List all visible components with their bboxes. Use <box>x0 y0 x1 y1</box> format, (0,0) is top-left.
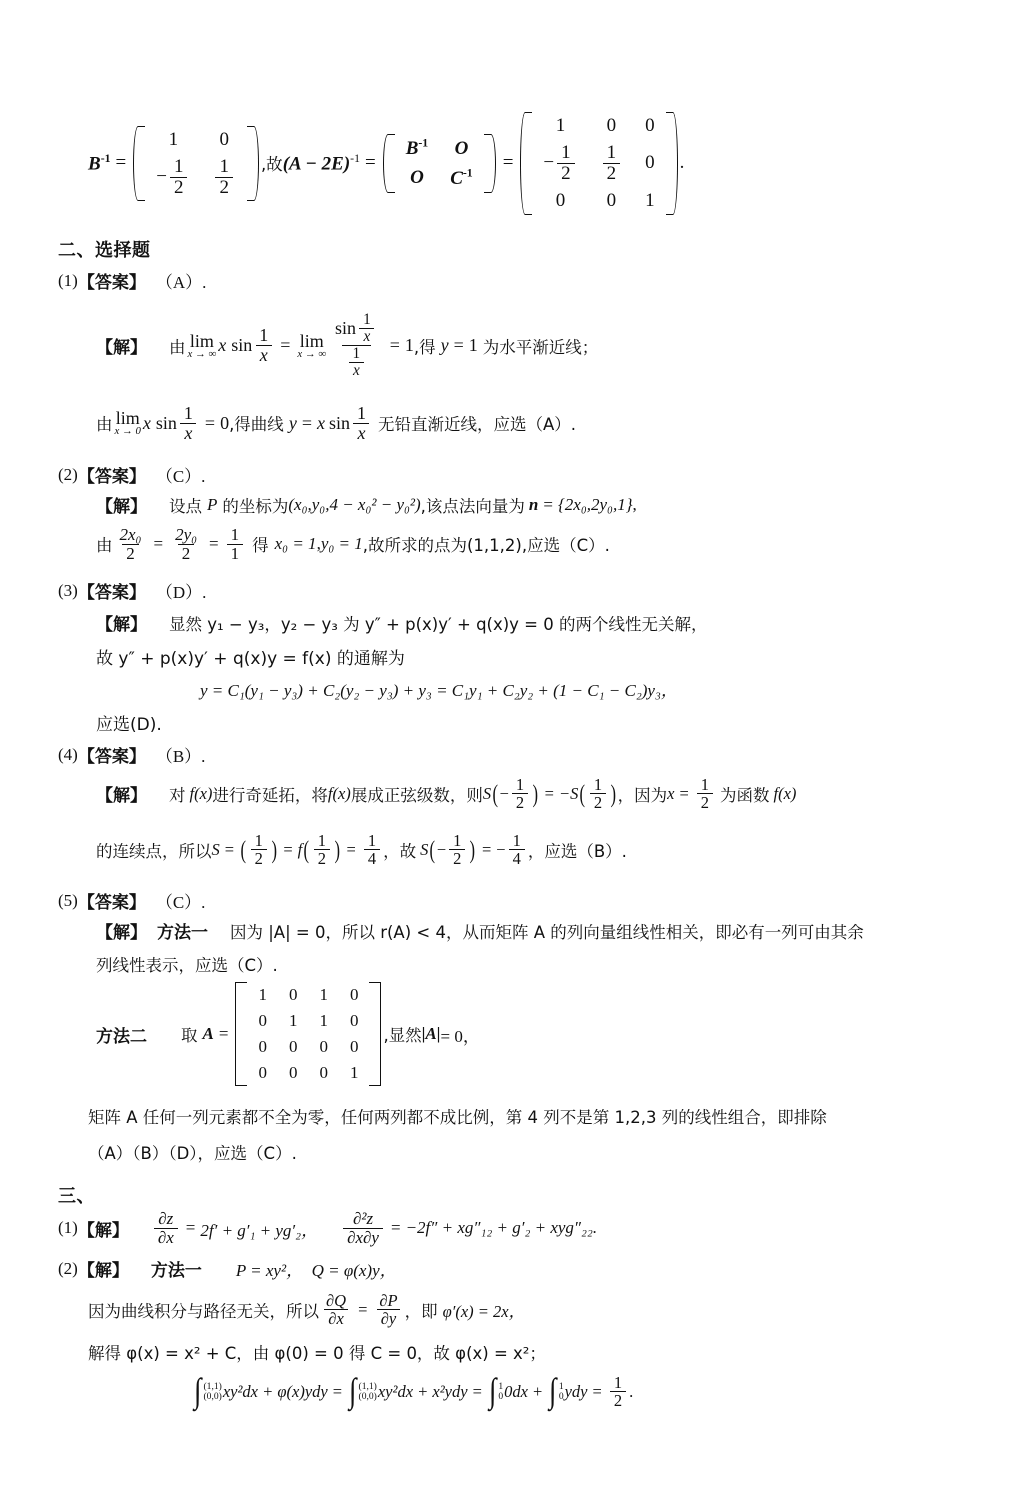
normal-vector-n: n <box>528 494 539 514</box>
sin-operator: sin <box>155 412 177 433</box>
curve-x: x <box>316 412 325 433</box>
cell: 0 <box>349 1037 359 1056</box>
text-2: ，即 <box>404 1301 438 1321</box>
answer-label: 【答案】 <box>77 467 146 487</box>
cell: 0 <box>219 129 229 150</box>
point-coordinates: (x₀,y₀,4 − x₀² − y₀²) <box>288 494 421 514</box>
series-S: S <box>211 839 220 859</box>
text-2: ，故 <box>383 841 417 861</box>
result-matrix <box>520 112 677 215</box>
block-matrix <box>383 134 496 193</box>
upper-limit: (1,1) <box>203 1381 222 1392</box>
cell: 0 <box>258 1037 267 1056</box>
result-x0: x₀ = 1 <box>274 534 317 554</box>
matrix-b-inverse <box>133 126 259 201</box>
cell: 1 <box>319 1011 328 1030</box>
prefix: 由 <box>169 337 186 357</box>
section-two-title: 二、选择题 <box>58 240 151 261</box>
function-fx-2: f(x) <box>327 783 351 803</box>
variable-x: x <box>142 412 151 433</box>
variable-x: x <box>218 335 227 356</box>
item-5-tail-line-1: 矩阵 A 任何一列元素都不全为零，任何两列都不成比例，第 4 列不是第 1,2,3 列的线性组合，即排除 <box>88 1108 827 1127</box>
section-three-item-1 <box>58 1210 597 1247</box>
answer-label: 【答案】 <box>77 273 146 293</box>
prefix: 由 <box>96 536 113 556</box>
obviously-text: ,显然 <box>383 1026 422 1045</box>
equals-2: = <box>679 783 689 803</box>
point-p: P <box>207 494 218 514</box>
matrix-A-4x4 <box>235 982 381 1086</box>
equals-1: = <box>544 783 554 803</box>
item-3-solution-line-2: 故 y″ + p(x)y′ + q(x)y = f(x) 的通解为 <box>96 649 405 669</box>
integral-3: ∫ 1 0 <box>488 1372 504 1411</box>
fraction-one-over-x: $\frac{1}{x}$ <box>180 404 197 443</box>
section-three-integral-line <box>192 1374 633 1410</box>
integral-2: ∫ (1,1) (0,0) <box>349 1372 377 1411</box>
method-one-text: 因为 |A| = 0，所以 r(A) < 4，从而矩阵 A 的列向量组线性相关，即必有一列可由其余 <box>230 922 864 942</box>
cell: 1 <box>555 115 566 136</box>
equals-2: = <box>389 335 400 356</box>
upper-limit: 1 <box>558 1381 564 1392</box>
cell: 0 <box>319 1063 328 1082</box>
function-fx-1: f(x) <box>189 783 213 803</box>
cell: 0 <box>258 1063 267 1082</box>
cell: 0 <box>349 985 359 1004</box>
limit-operator: lim x → ∞ <box>187 330 217 360</box>
item-2-solution-line-1 <box>96 492 637 517</box>
text-1: 因为曲线积分与路径无关，所以 <box>88 1301 319 1321</box>
curve-y: y <box>288 412 297 433</box>
tail-text: ,得 <box>413 337 436 357</box>
item-2-solution-line-2 <box>96 526 610 563</box>
cell: 0 <box>288 1063 298 1082</box>
y-symbol: y <box>440 335 449 356</box>
answer-value: （A）. <box>155 273 207 292</box>
method-two-label: 方法二 <box>96 1026 147 1047</box>
cell: 0 <box>645 115 655 136</box>
cell: 0 <box>645 152 655 174</box>
conclusion-text: ,故所求的点为(1,1,2),应选（C）. <box>362 536 610 556</box>
answer-label: 【答案】 <box>77 893 146 913</box>
mid-text: ,得曲线 <box>229 415 284 435</box>
integrand-4: ydy <box>564 1381 588 1401</box>
equals: = <box>280 335 291 356</box>
normal-vector-value: {2x₀,2y₀,1} <box>557 494 633 514</box>
item-3-answer <box>58 578 206 603</box>
text-5: 为函数 <box>720 785 770 805</box>
cell: O <box>410 167 424 189</box>
function-f: f <box>297 839 303 859</box>
text-3: ，应选（B）. <box>527 841 627 861</box>
a-minus-2e-expr: $(A - 2E)^{-1}$ <box>282 151 360 175</box>
comma: , <box>316 534 321 554</box>
first-derivative-rhs: 2f′ + g′₁ + yg′₂， <box>200 1220 319 1240</box>
partial-Q-partial-x: $\frac{\partial Q}{\partial x}$ <box>326 1291 347 1329</box>
equals-4: = <box>481 839 492 859</box>
solution-label: 【解】 <box>77 1220 129 1241</box>
solution-label: 【解】 <box>77 1261 129 1281</box>
item-3-display-equation: y = C₁(y₁ − y₃) + C₂(y₂ − y₃) + y₃ = C₁y₁ + C₂y₂ + (1 − C₁ − C₂)y₃， <box>200 681 678 700</box>
equals-2: = <box>390 1218 401 1238</box>
equals-2: = <box>301 412 312 433</box>
solution-label: 【解】 <box>96 923 147 943</box>
item-number: (2) <box>58 464 78 484</box>
y-value: 1 <box>468 335 478 356</box>
matrix-A-symbol: A <box>202 1024 214 1043</box>
item-4-solution-line-1: 【解】 对 f(x) 进行奇延拓，将 f(x) 展成正弦级数，则 S ( − $\frac{1}{2}$ ) = −S ( $\frac{1}{2}$ ) ，因为 x = $\frac{1}{2}$ 为函数 f(x) <box>96 775 797 813</box>
integrand-1: xy²dx + φ(x)ydy <box>222 1381 328 1401</box>
integral-1: ∫ (1,1) (0,0) <box>194 1372 222 1411</box>
answer-value: （D）. <box>155 583 207 602</box>
solution-label: 【解】 <box>96 786 147 807</box>
cell: 1 <box>258 985 267 1004</box>
second-partial-zxy: $\frac{\text{∂²z}}{\partial x\partial y}$ <box>343 1210 383 1247</box>
answer-value: （C）. <box>155 467 206 486</box>
item-5-answer <box>58 888 205 913</box>
cell: 0 <box>258 1011 267 1030</box>
equals: = <box>543 494 553 514</box>
period: . <box>629 1381 634 1401</box>
item-number: (1) <box>58 270 78 290</box>
item-1-solution-line-1 <box>96 312 598 379</box>
take-text: 取 <box>181 1026 198 1045</box>
solution-label: 【解】 <box>96 338 147 359</box>
cell: 0 <box>606 115 617 136</box>
cell: 0 <box>349 1011 359 1030</box>
method-one-label: 方法一 <box>157 923 208 943</box>
method-one-label: 方法一 <box>150 1261 202 1281</box>
cell: O <box>454 137 469 159</box>
cell: 0 <box>319 1037 328 1056</box>
limit-operator: lim x → 0 <box>114 408 141 438</box>
variable-x: x <box>667 783 675 803</box>
item-number: (4) <box>58 744 78 764</box>
function-fx-3: f(x) <box>773 783 797 803</box>
cell: $\frac{1}{2}$ <box>589 140 635 187</box>
result-y0: y₀ = 1 <box>320 534 363 554</box>
equals-1: = <box>153 534 164 554</box>
cell: 1 <box>349 1063 359 1082</box>
limit-operator-2: lim x → ∞ <box>297 330 327 360</box>
phi-prime-equation: φ′(x) = 2x， <box>442 1301 526 1321</box>
answer-label: 【答案】 <box>77 583 146 603</box>
section-three-item-2 <box>58 1256 397 1281</box>
item-5-method1-line-1 <box>96 918 864 943</box>
item-5-tail-line-2: （A）（B）（D），应选（C）. <box>88 1144 297 1163</box>
cell: 0 <box>606 189 617 211</box>
text-3: 展成正弦级数，则 <box>350 785 483 805</box>
equals-3: = <box>453 335 464 356</box>
determinant-A: |A| <box>421 1024 441 1043</box>
answer-value: （B）. <box>155 747 206 766</box>
text-1: 设点 <box>169 496 202 516</box>
cell: 1 <box>168 129 179 150</box>
second-derivative-rhs: −2f″ + xg″₁₂ + g′₂ + xyg″₂₂. <box>405 1218 598 1238</box>
text-1: 的连续点，所以 <box>96 841 212 861</box>
determinant-value: = 0， <box>440 1026 480 1046</box>
cell: $C^{-1}$ <box>450 166 473 189</box>
lower-limit: 0 <box>558 1391 564 1403</box>
solution-text: 显然 y₁ − y₃，y₂ − y₃ 为 y″ + p(x)y′ + q(x)y = 0 的两个线性无关解， <box>169 614 708 634</box>
solution-label: 【解】 <box>96 497 147 517</box>
lower-limit: (0,0) <box>358 1391 377 1403</box>
upper-limit: 1 <box>498 1381 504 1392</box>
neg-S: −S <box>558 783 579 803</box>
limit-value: 0 <box>220 412 230 433</box>
cell: 0 <box>555 189 566 211</box>
series-S-1: S <box>482 783 492 803</box>
item-3-solution-line-3: 应选(D). <box>96 715 162 735</box>
fraction-one-over-x-2: $\frac{1}{x}$ <box>353 404 370 443</box>
equals: = <box>358 1299 368 1319</box>
equals-1: = <box>224 839 235 859</box>
equals-1: = <box>332 1381 343 1401</box>
big-fraction: sin $\frac{1}{x}$ $\frac{1}{x}$ <box>331 312 382 379</box>
fraction-2y0-over-2: $\frac{\text{2y₀}}{2}$ <box>175 525 198 563</box>
item-number: (3) <box>58 580 78 600</box>
partial-z-partial-x: $\frac{\partial z}{\partial x}$ <box>154 1210 178 1247</box>
series-S-2: S <box>420 839 429 859</box>
limit-value: 1 <box>404 335 414 356</box>
top-matrix-equation: $B^{-1}$ = 1 0 − $\frac{1}{2}$ $\frac{1}{2}$ ,故 $(A - 2E)^{-1}$ = $B^{-1}$ O O $C^{-1}$ = 1 0 0 − $\frac{1}{2}$ $\frac{1}{2}$ 0 0 0 1 . <box>88 112 684 215</box>
partial-P-partial-y: $\frac{\partial P}{\partial y}$ <box>375 1292 401 1328</box>
P-Q-definitions: P = xy²， Q = φ(x)y， <box>235 1261 397 1280</box>
equals-2: = <box>472 1381 482 1401</box>
item-1-answer <box>58 268 206 293</box>
text-2: 的坐标为 <box>222 496 289 516</box>
cell: 0 <box>288 1037 298 1056</box>
section-three-item-2-line-2: 解得 φ(x) = x² + C，由 φ(0) = 0 得 C = 0，故 φ(x) = x²； <box>88 1344 546 1363</box>
result-one-half: $\frac{1}{2}$ <box>610 1374 626 1410</box>
equals-2: = <box>209 534 219 554</box>
asymptote-text: 为水平渐近线； <box>482 337 599 357</box>
cell: $\frac{1}{2}$ <box>201 154 247 201</box>
fraction-one-over-x: $\frac{1}{x}$ <box>255 326 272 365</box>
text-4: ，因为 <box>617 785 668 805</box>
minus-sign: − <box>499 783 509 803</box>
period: . <box>679 152 685 174</box>
sin-operator: sin <box>231 335 253 356</box>
item-number: (1) <box>58 1218 78 1238</box>
item-2-answer <box>58 462 205 487</box>
equals-2: = <box>283 839 293 859</box>
sin-operator-2: sin <box>328 412 350 433</box>
cell: $B^{-1}$ <box>405 137 429 160</box>
item-1-solution-line-2 <box>96 404 576 443</box>
text-3: ,该点法向量为 <box>420 496 525 516</box>
item-5-method1-line-2: 列线性表示，应选（C）. <box>96 956 278 975</box>
text-4: , <box>632 494 637 514</box>
conclusion-text: 无铅直渐近线，应选（A）. <box>377 415 577 435</box>
lower-limit: (0,0) <box>203 1391 222 1403</box>
cell: 1 <box>645 189 655 211</box>
cell: − $\frac{1}{2}$ <box>145 154 201 201</box>
integral-4: ∫ 1 0 <box>549 1372 564 1411</box>
item-number: (5) <box>58 890 78 910</box>
item-number: (2) <box>58 1258 78 1278</box>
text-2: 进行奇延拓，将 <box>212 785 328 805</box>
prefix: 由 <box>96 415 113 435</box>
fraction-2x0-over-2: $\frac{\text{2x₀}}{2}$ <box>119 525 142 563</box>
equals-1: = <box>185 1218 196 1238</box>
answer-label: 【答案】 <box>77 747 146 767</box>
section-three-title: 三、 <box>58 1186 95 1207</box>
lower-limit: 0 <box>498 1391 504 1403</box>
cell: 1 <box>288 1011 298 1030</box>
upper-limit: (1,1) <box>358 1381 377 1392</box>
section-three-item-2-line-1 <box>88 1292 525 1328</box>
equals: = <box>204 412 216 433</box>
equals: = <box>218 1024 229 1043</box>
solution-label: 【解】 <box>96 615 147 635</box>
plus-sign: + <box>533 1381 543 1401</box>
equals-3: = <box>346 839 356 859</box>
b-inverse-symbol: $B^{-1}$ <box>88 151 111 175</box>
integrand-2: xy²dx + x²ydy <box>377 1381 468 1401</box>
item-5-method2 <box>96 982 480 1086</box>
gu-text: ,故 <box>260 155 283 175</box>
item-4-answer <box>58 742 205 767</box>
equals-3: = <box>592 1381 602 1401</box>
cell: 1 <box>319 985 328 1004</box>
item-3-solution-line-1 <box>96 610 708 635</box>
de-text: 得 <box>252 536 269 556</box>
cell: − $\frac{1}{2}$ <box>532 140 588 187</box>
text-1: 对 <box>169 785 186 805</box>
fraction-1-over-1: $\frac{1}{1}$ <box>227 526 244 563</box>
answer-value: （C）. <box>155 893 206 912</box>
cell: 0 <box>288 985 298 1004</box>
integrand-3: 0dx <box>504 1381 528 1401</box>
item-4-solution-line-2: 的连续点，所以 S = ( $\frac{1}{2}$ ) = f ( $\frac{1}{2}$ ) = $\frac{1}{4}$ ，故 S ( − $\frac{1}{2}$ ) = − $\frac{1}{4}$ ，应选（B）. <box>96 831 627 869</box>
